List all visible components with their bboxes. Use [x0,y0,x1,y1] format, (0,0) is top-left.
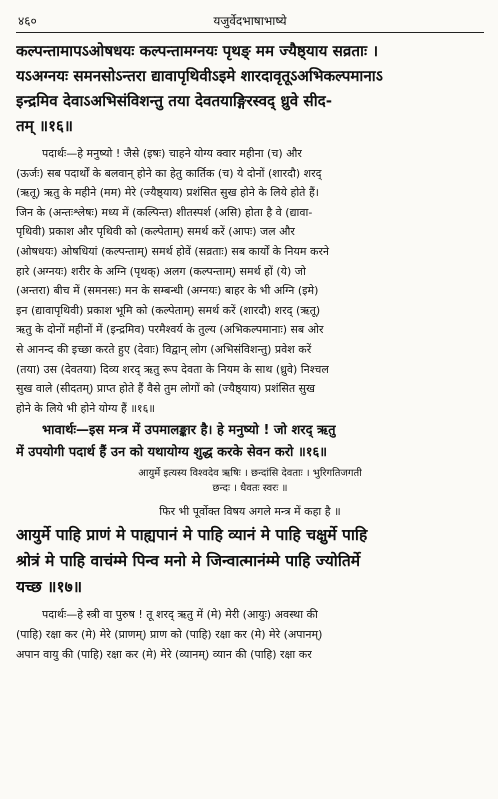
prose-line: इन (द्यावापृथिवी) प्रकाश भूमि को (कल्पेताम्) समर्थ करें (शारदौ) शरद् (ऋतू) [16,303,321,317]
padartha-16 [16,144,484,418]
prose-line: से आनन्द की इच्छा करते हुए (देवाः) विद्वान् लोग (अभिसंविशन्तु) प्रवेश करें [16,342,312,356]
mantra-16 [16,39,484,139]
prose-line: (ऋतू) ऋतु के महीने (मम) मेरे (ज्यैष्ठ्याय) प्रशंसित सुख होने के लिये होते हैं। [16,186,319,200]
prose-line: (ओषधयः) ओषधियां (कल्पन्ताम्) समर्थ होवें (सव्रताः) सब कार्यों के नियम करने [16,244,330,258]
mantra-line: श्रोत्रं मे पाहि वाचंम्मे पिन्व मनो मे जिन्वात्मानंम्मे पाहि ज्योतिर्मे [16,552,361,571]
prose-line: पृथिवी) प्रकाश और पृथिवी को (कल्पेताम्) समर्थ करें (आपः) जल और [16,225,295,239]
mantra-line: इन्द्रमिव देवाऽअभिसंविशन्तु तया देवतयाङ्गिरस्वद् ध्रुवे सीद- [16,92,333,110]
mantra-17 [16,522,484,600]
prose-line: (ऊर्जः) सब पदार्थों के बलवान् होने का हेतु कार्तिक (च) ये दोनों (शारदौ) शरद् [16,166,322,180]
chhanda-svara: छन्दः । धैवतः स्वरः ॥ [212,483,288,495]
bhavartha-line: में उपयोगी पदार्थ हैं उन को यथायोग्य शुद्ध करके सेवन करो ॥१६॥ [16,445,328,461]
prose-line: (अन्तरा) बीच में (समनसः) मन के सम्बन्धी (अग्नयः) बाहर के भी अग्नि (इमे) [16,284,319,298]
prose-line: पदार्थः—हे स्त्री वा पुरुष ! तू शरद् ऋतु में (मे) मेरी (आयुः) अवस्था की [42,608,318,622]
prose-line: (पाहि) रक्षा कर (मे) मेरे (प्राणम्) प्राण को (पाहि) रक्षा कर (मे) मेरे (अपानम्) [16,627,323,641]
prose-line: पदार्थः—हे मनुष्यो ! जैसे (इषः) चाहने योग्य क्वार महीना (च) और [42,147,302,160]
bhavartha-16 [16,420,484,464]
prose-line: अपान वायु की (पाहि) रक्षा कर (मे) मेरे (व्यानम्) व्यान की (पाहि) रक्षा कर [16,647,312,661]
prose-line: (तया) उस (देवतया) दिव्य शरद् ऋतु रूप देवता के नियम के साथ (ध्रुवे) निश्चल [16,362,329,376]
prose-line: होने के लिये भी होने योग्य हैं ॥१६॥ [16,401,155,415]
mantra-line: आयुर्मे पाहि प्राणं मे पाह्यपानं मे पाहि व्यानं मे पाहि चक्षुर्मे पाहि [16,526,368,545]
mantra-line: कल्पन्तामापऽओषधयः कल्पन्तामग्नयः पृथङ् मम ज्यैष्ठ्याय सव्रताः । [16,42,379,60]
padartha-17 [16,605,484,664]
bhavartha-line: भावार्थः—इस मन्त्र में उपमालङ्कार है। हे मनुष्यो ! जो शरद् ऋतु [42,423,336,439]
prose-line: ऋतु के दोनों महीनों में (इन्द्रमिव) परमैश्वर्य के तुल्य (अभिकल्पमानाः) सब ओर [16,323,324,337]
prose-line: हारे (अग्नयः) शरीर के अग्नि (पृथक्) अलग (कल्पन्ताम्) समर्थ हों (ये) जो [16,264,306,278]
prose-line: सुख वाले (सीदतम्) प्राप्त होते हैं वैसे तुम लोगों को (ज्यैष्ठ्याय) प्रशंसित सुख [16,382,316,396]
page-number: ४६० [18,14,37,28]
mantra-line: यच्छ ॥१७॥ [16,578,83,597]
mantra-17-metadata [16,466,484,496]
mantra-line: यऽअग्नयः समनसोऽन्तरा द्यावापृथिवीऽइमे शारदावृतूऽअभिकल्पमानाऽ [16,67,383,85]
page-header [16,10,484,33]
mantra-17-intro: फिर भी पूर्वोक्त विषय अगले मन्त्र में कहा है ॥ [159,505,341,519]
rishi-devata-chhanda: आयुर्मे इत्यस्य विश्वदेव ऋषिः । छन्दांसि देवताः । भुरिगतिजगती [138,468,362,480]
mantra-line: तम् ॥१६॥ [16,117,74,135]
prose-line: जिन के (अन्तःश्लेषः) मध्य में (कल्पिन्त) शीतस्पर्श (असि) होता है वे (द्यावा- [16,205,313,219]
running-title: यजुर्वेदभाषाभाष्ये [213,14,287,28]
